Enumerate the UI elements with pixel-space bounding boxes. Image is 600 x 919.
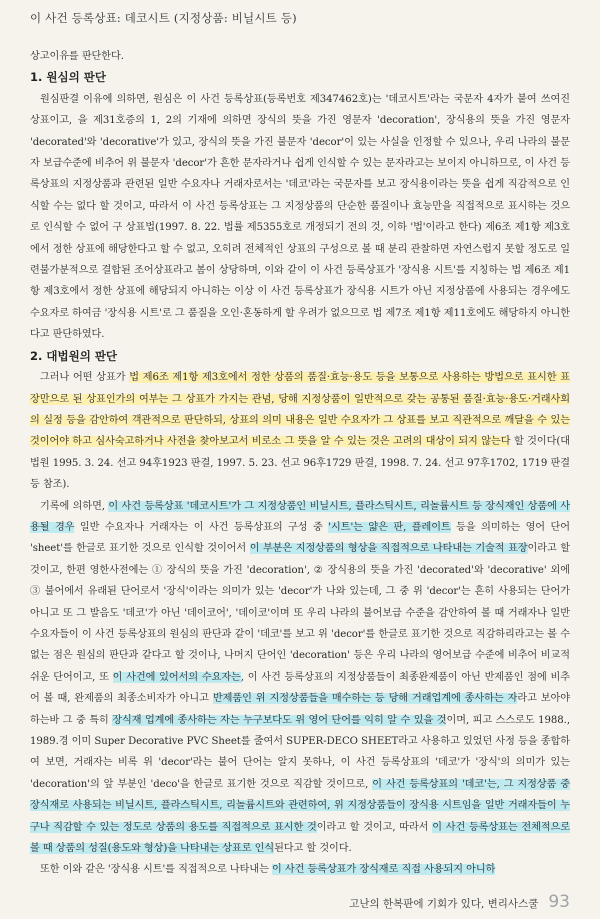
text-run: 할 것이다(대법원 1995. 3. 24. 선고 94후1923 판결, 1997. 5. 23. 선고 96후1729 판결, 1998. 7. 24. 선고 97후1702, 1719 판결 등 참조). [30, 436, 570, 491]
text-run: 등을 의미하는 영어 단어 'sheet'를 한글로 표기한 것으로 인식할 것이어서 [30, 521, 570, 555]
text-run: 라고 보아야 하는바 그 중 특히 [30, 693, 570, 726]
page-footer [349, 892, 570, 912]
text-run: , 이 사건 등록상표의 지정상품들이 최종완제품이 아닌 반제품인 점에 비추어 볼 때, 완제품의 최종소비자가 아니고 [30, 671, 570, 705]
text-run: 이라고 할 것이고, 따라서 [316, 821, 433, 833]
highlight-cyan: 장식재 업계에 종사하는 자는 누구보다도 위 영어 단어를 익히 알 수 있을 것 [112, 714, 447, 726]
text-run: 그러나 어떤 상표가 [40, 372, 130, 384]
text-run: 이라고 할 것이고, 한편 영한사전에는 ① 장식의 뜻을 가진 'decoration', ② 장식용의 뜻을 가진 'decorated'와 'decorative' 외에 ③ 불어에서 유래된 단어로서 '장식'이라는 의미가 있는 'decor'가 나와 있는데, 그 중 위 'decor'는 흔히 사용되는 단어가 아니고 또 그 발음도 '데코'가 아닌 '데이코어', '데이코'이며 또 우리 나라의 불어보급 수준을 감안하여 볼 때 거래자나 일반 수요자들이 이 사건 등록상표의 원심의 판단과 같이 '데코'를 보고 위 'decor'를 한글로 표기한 것으로 직감하리라고는 볼 수 없는 점은 원심의 판단과 같다고 할 것이나, 나머지 단어인 'decoration' 등은 우리 나라의 영어보급 수준에 비추어 비교적 쉬운 단어이고, 또 [30, 543, 571, 683]
paragraph-record-analysis [30, 496, 570, 860]
highlight-cyan: 이 사건 등록상표의 '데코'는, 그 지정상품 중 장식재로 사용되는 비닐시트, 플라스틱시트, 리놀륨시트와 관련하여, 위 지정상품들이 장식용 시트임을 일반 거래자들이 누구나 직감할 수 있는 정도로 상품의 용도를 직접적으로 표시한 것 [30, 778, 570, 833]
page-number: 93 [548, 892, 570, 912]
paragraph-original-judgment: 원심판결 이유에 의하면, 원심은 이 사건 등록상표(등록번호 제347462호)는 '데코시트'라는 국문자 4자가 붙여 쓰여진 상표이고, 을 제31호증의 1, 2의 기재에 의하면 장식의 뜻을 가진 영문자 'decoration', 장식용의 뜻을 가진 영문자 'decorated'와 'decorative'가 있고, 장식의 뜻을 가진 불문자 'decor'이 있는 사실을 인정할 수 있으나, 우리 나라의 불문자 보급수준에 비추어 위 불문자 'decor'가 흔한 문자라거나 쉽게 인식할 수 있는 문자라고는 보이지 아니하므로, 이 사건 등록상표의 지정상품과 관련된 일반 수요자나 거래자로서는 '데코'라는 국문자를 보고 장식용이라는 뜻을 쉽게 직감적으로 인식할 수는 없다 할 것이고, 따라서 이 사건 등록상표는 그 지정상품의 단순한 품질이나 효능만을 직접적으로 표시하는 것으로 인식할 수 없어 구 상표법(1997. 8. 22. 법률 제5355호로 개정되기 전의 것, 이하 '법'이라고 한다) 제6조 제1항 제3호에서 정한 상표에 해당한다고 할 수 없고, 오히려 전체적인 상표의 구성으로 볼 때 분리 관찰하면 자연스럽지 못할 정도로 일련불가분적으로 결합된 조어상표라고 봄이 상당하며, 이와 같이 이 사건 등록상표가 '장식용 시트'를 지칭하는 법 제6조 제1항 제3호에서 정한 상표에 해당되지 아니하는 이상 이 사건 등록상표가 장식용 시트가 아닌 지정상품에 사용되는 경우에도 수요자로 하여금 '장식용 시트'로 그 품질을 오인·혼동하게 할 우려가 없으므로 법 제7조 제1항 제11호에도 해당하지 아니한다고 판단하였다. [30, 93, 570, 341]
running-header: 이 사건 등록상표: 데코시트 (지정상품: 비닐시트 등) [30, 11, 297, 25]
highlight-cyan: 이 부분은 지정상품의 형상을 직접적으로 나타내는 기술적 표장 [249, 543, 528, 555]
paragraph-continuation [30, 859, 570, 880]
page-body [30, 46, 570, 881]
paragraph-supreme-court-rule [30, 367, 570, 495]
highlight-cyan: 이 사건 등록상표가 장식재로 직접 사용되지 아니하 [272, 864, 496, 876]
highlight-cyan: '시트'는 얇은 판, 플레이트 [328, 521, 451, 533]
highlight-cyan: 이 사건 등록상표는 전체적으로 볼 때 상품의 성질(용도와 형상)을 나타내는 상표로 인식 [30, 821, 571, 855]
section-heading-1: 1. 원심의 판단 [30, 70, 106, 85]
text-run: 또한 이와 같은 '장식용 시트'를 직접적으로 나타내는 [40, 864, 272, 876]
text-run: 기록에 의하면, [40, 500, 109, 512]
highlight-cyan: 이 사건에 있어서의 수요자는 [112, 671, 241, 683]
highlight-yellow: 법 제6조 제1항 제3호에서 정한 상품의 품질·효능·용도 등을 보통으로 사용하는 방법으로 표시한 표장만으로 된 상표인가의 여부는 그 상표가 가지는 관념, 당해 지정상품이 일반적으로 갖는 공통된 품질·효능·용도·거래사회의 실정 등을 감안하여 객관적으로 판단하되, 상표의 의미 내용은 일반 수요자가 그 상표를 보고 직관적으로 깨달을 수 있는 것이어야 하고 심사숙고하거나 사전을 찾아보고서 비로소 그 뜻을 알 수 있는 것은 고려의 대상이 되지 않는다 [30, 372, 570, 448]
text-run: 이며, 피고 스스로도 1988., 1989.경 이미 Super Decorative PVC Sheet를 줄여서 SUPER-DECO SHEET라고 사용하고 있었던 사정 등을 종합하여 보면, 거래자는 비록 위 'decor'라는 불어 단어는 알지 못하나, 이 사건 등록상표의 '데코'가 '장식'의 의미가 있는 'decoration'의 앞 부분인 'deco'을 한글로 표기한 것으로 직감할 것이므로, [30, 714, 570, 790]
highlight-cyan: 반제품인 위 지정상품들을 매수하는 등 당해 거래업계에 종사하는 자 [212, 693, 518, 705]
intro-sentence: 상고이유를 판단한다. [30, 51, 124, 62]
highlight-cyan: 이 사건 등록상표 '데코시트'가 그 지정상품인 비닐시트, 플라스틱시트, 리놀륨시트 등 장식재인 상품에 사용될 경우 [30, 500, 571, 533]
text-run: 된다고 할 것이다. [274, 843, 352, 855]
footer-book-title: 고난의 한복판에 기회가 있다, 변리사스쿨 [349, 898, 539, 910]
text-run: 일반 수요자나 거래자는 이 사건 등록상표의 구성 중 [74, 521, 329, 533]
section-heading-2: 2. 대법원의 판단 [30, 348, 118, 363]
